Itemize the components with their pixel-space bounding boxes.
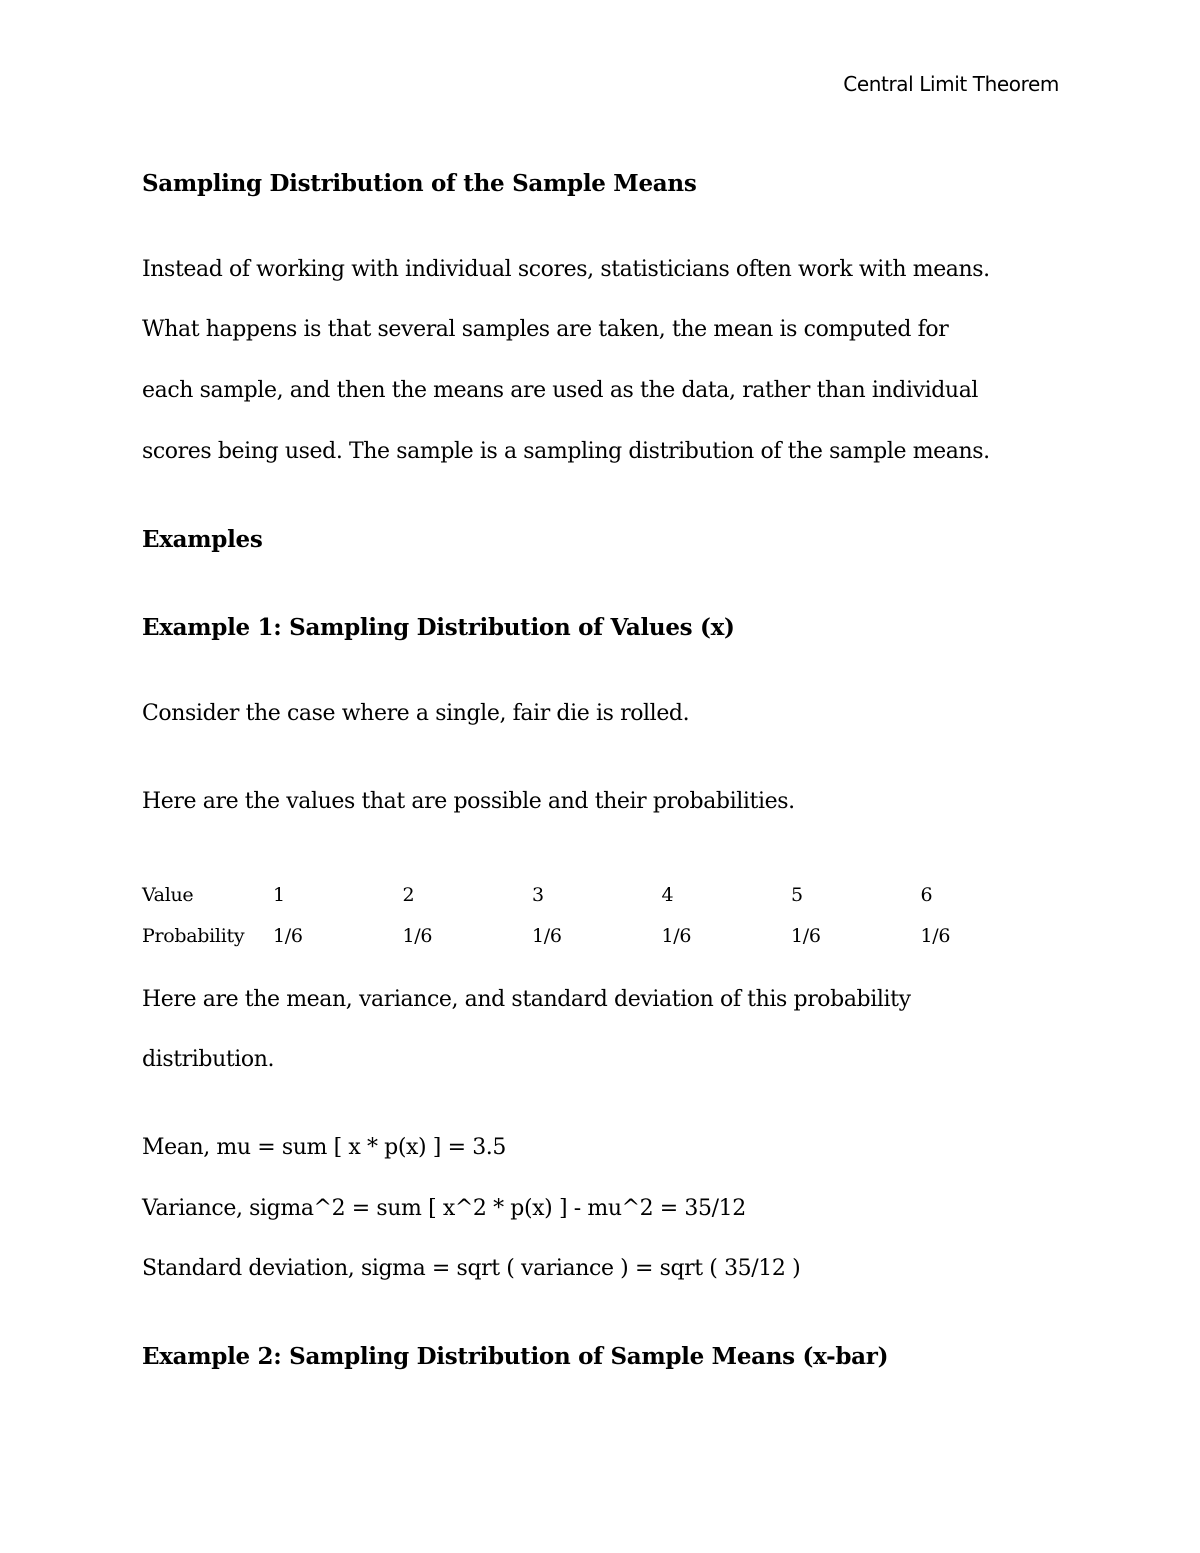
paragraph-line: scores being used. The sample is a sampling distribution of the sample means. xyxy=(142,439,990,464)
probability-cell: 1/6 xyxy=(532,925,562,947)
probability-cell: 1/6 xyxy=(402,925,433,947)
probability-cell: 1/6 xyxy=(791,925,821,947)
paragraph-line: Instead of working with individual scores, statisticians often work with means. xyxy=(142,257,990,282)
probability-table xyxy=(142,884,1050,966)
examples-heading: Examples xyxy=(142,526,263,553)
std-dev-formula: Standard deviation, sigma = sqrt ( variance ) = sqrt ( 35/12 ) xyxy=(142,1256,801,1281)
stats-intro-line: distribution. xyxy=(142,1047,275,1072)
running-head: Central Limit Theorem xyxy=(843,72,1059,96)
value-cell: 1 xyxy=(273,884,285,906)
value-row-label: Value xyxy=(142,884,194,906)
probability-row-label: Probability xyxy=(142,925,245,947)
variance-formula: Variance, sigma^2 = sum [ x^2 * p(x) ] - mu^2 = 35/12 xyxy=(142,1196,746,1221)
probability-row xyxy=(142,925,1050,966)
paragraph-line: each sample, and then the means are used as the data, rather than individual xyxy=(142,378,979,403)
example-2-heading: Example 2: Sampling Distribution of Sample Means (x-bar) xyxy=(142,1343,889,1370)
probability-cell: 1/6 xyxy=(920,925,951,947)
paragraph-line: What happens is that several samples are taken, the mean is computed for xyxy=(142,317,949,342)
mean-formula: Mean, mu = sum [ x * p(x) ] = 3.5 xyxy=(142,1135,506,1160)
section-title: Sampling Distribution of the Sample Means xyxy=(142,170,697,197)
value-cell: 6 xyxy=(920,884,933,906)
stats-intro-line: Here are the mean, variance, and standard deviation of this probability xyxy=(142,987,911,1012)
value-cell: 3 xyxy=(532,884,544,906)
value-cell: 4 xyxy=(661,884,674,906)
example-1-heading: Example 1: Sampling Distribution of Values (x) xyxy=(142,614,735,641)
example-1-intro: Consider the case where a single, fair die is rolled. xyxy=(142,701,690,726)
probability-cell: 1/6 xyxy=(273,925,303,947)
probability-cell: 1/6 xyxy=(661,925,692,947)
value-row xyxy=(142,884,1050,925)
table-intro: Here are the values that are possible and their probabilities. xyxy=(142,789,795,814)
value-cell: 5 xyxy=(791,884,803,906)
value-cell: 2 xyxy=(402,884,415,906)
